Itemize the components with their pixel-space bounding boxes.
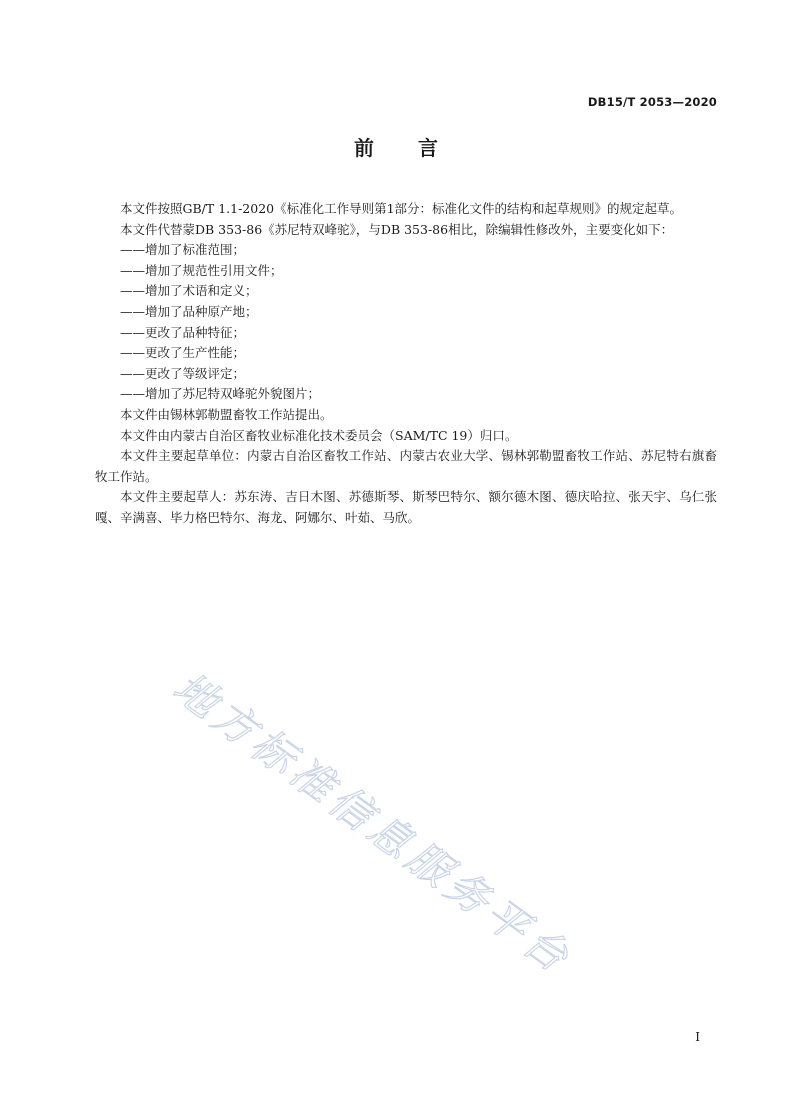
list-item: ——更改了品种特征；	[120, 324, 246, 340]
watermark: 地方标准信息服务平台	[164, 662, 582, 985]
paragraph-committee: 本文件由内蒙古自治区畜牧业标准化技术委员会（SAM/TC 19）归口。	[120, 427, 518, 443]
paragraph-proposer: 本文件由锡林郭勒盟畜牧工作站提出。	[120, 406, 333, 422]
list-item: ——增加了术语和定义；	[120, 283, 258, 299]
paragraph-drafting-basis: 本文件按照GB/T 1.1-2020《标准化工作导则第1部分：标准化文件的结构和起草规则》的规定起草。	[120, 201, 683, 216]
list-item: ——更改了等级评定；	[120, 365, 246, 381]
changes-list	[95, 240, 717, 405]
list-item: ——增加了规范性引用文件；	[120, 262, 283, 278]
page-number: I	[695, 1030, 700, 1044]
document-code: DB15/T 2053—2020	[587, 95, 717, 109]
list-item: ——更改了生产性能；	[120, 345, 246, 361]
paragraph-drafting-units: 本文件主要起草单位：内蒙古自治区畜牧工作站、内蒙古农业大学、锡林郭勒盟畜牧工作站、苏尼特右旗畜牧工作站。	[95, 448, 717, 484]
page-title: 前言	[354, 136, 482, 160]
document-body	[95, 199, 717, 529]
paragraph-replacement-note: 本文件代替蒙DB 353-86《苏尼特双峰驼》，与DB 353-86相比，除编辑性修改外，主要变化如下：	[120, 221, 674, 237]
list-item: ——增加了苏尼特双峰驼外貌图片；	[120, 386, 321, 402]
paragraph-drafters: 本文件主要起草人：苏东涛、吉日木图、苏德斯琴、斯琴巴特尔、额尔德木图、德庆哈拉、张天宇、乌仁张嘎、辛满喜、毕力格巴特尔、海龙、阿娜尔、叶茹、马欣。	[95, 489, 717, 525]
list-item: ——增加了品种原产地；	[120, 303, 258, 319]
list-item: ——增加了标准范围；	[120, 242, 246, 258]
